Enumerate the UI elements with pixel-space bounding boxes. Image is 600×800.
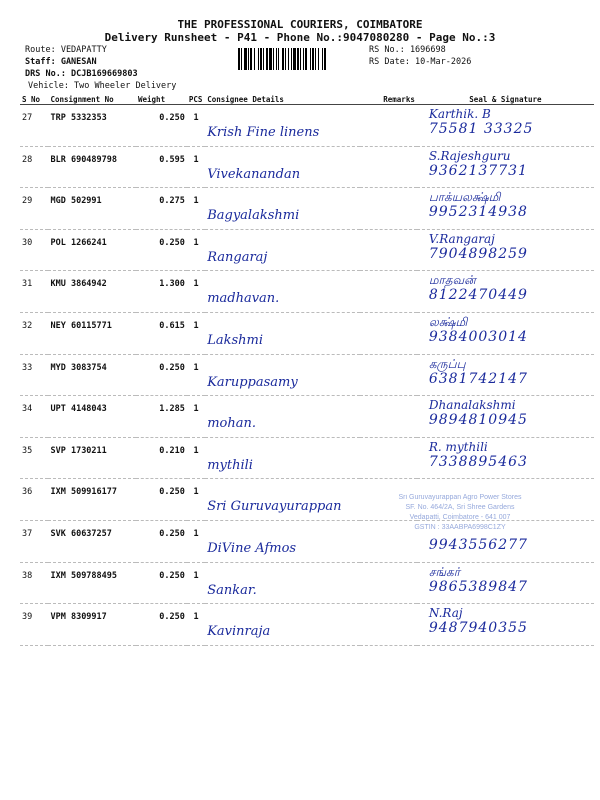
consignment-number: IXM 509788495: [48, 562, 136, 604]
consignment-number: SVP 1730211: [48, 437, 136, 479]
consignee-details: [205, 271, 360, 313]
stamp-line: SF. No. 464/2A, Sri Shree Gardens: [405, 504, 515, 511]
pieces: 1: [187, 437, 205, 479]
pieces: 1: [187, 188, 205, 230]
vehicle-label: Vehicle: Two Wheeler Delivery: [28, 81, 177, 91]
consignee-details: [205, 437, 360, 479]
consignee-name: Sankar.: [207, 582, 257, 598]
serial-number: 31: [20, 271, 48, 313]
pieces: 1: [187, 354, 205, 396]
consignee-details: [205, 604, 360, 646]
consignee-name: mohan.: [207, 416, 256, 432]
consignee-name: Kavinraja: [207, 624, 271, 640]
consignment-number: UPT 4148043: [48, 396, 136, 438]
table-row: [20, 271, 594, 313]
consignee-details: [205, 562, 360, 604]
remarks: [360, 229, 417, 271]
weight: 0.250: [136, 520, 187, 562]
remarks: [360, 354, 417, 396]
company-title: THE PROFESSIONAL COURIERS, COIMBATORE: [177, 18, 423, 31]
consignee-name: Bagyalakshmi: [207, 208, 300, 224]
col-remarks: Remarks: [360, 94, 417, 105]
seal-signature: [417, 354, 594, 396]
signature: கருப்பு: [428, 356, 466, 371]
weight: 1.300: [136, 271, 187, 313]
consignment-number: IXM 509916177: [48, 479, 136, 521]
consignee-details: [205, 479, 360, 521]
seal-signature: [417, 604, 594, 646]
table-row: [20, 188, 594, 230]
table-row: [20, 146, 594, 188]
table-row: [20, 354, 594, 396]
serial-number: 37: [20, 520, 48, 562]
consignee-name: Rangaraj: [207, 249, 268, 265]
consignee-name: mythili: [207, 457, 253, 473]
consignee-name: DiVine Afmos: [207, 540, 297, 556]
pieces: 1: [187, 520, 205, 562]
seal-signature: [417, 312, 594, 354]
pieces: 1: [187, 229, 205, 271]
route-label: Route: VEDAPATTY: [25, 45, 107, 55]
seal-signature: [417, 188, 594, 230]
consignee-details: [205, 229, 360, 271]
pieces: 1: [187, 105, 205, 147]
table-row: [20, 105, 594, 147]
signature: பாக்யலக்ஷ்மி: [428, 190, 501, 205]
consignee-details: [205, 188, 360, 230]
pieces: 1: [187, 271, 205, 313]
stamp-line: Vedapatti, Coimbatore - 641 007: [409, 514, 511, 521]
consignment-number: MYD 3083754: [48, 354, 136, 396]
remarks: [360, 437, 417, 479]
col-pcs: PCS: [187, 94, 205, 105]
consignee-details: [205, 520, 360, 562]
weight: 0.275: [136, 188, 187, 230]
remarks: [360, 604, 417, 646]
seal-signature: [417, 271, 594, 313]
weight: 0.595: [136, 146, 187, 188]
serial-number: 38: [20, 562, 48, 604]
signature: N.Raj: [428, 606, 463, 621]
weight: 0.250: [136, 105, 187, 147]
weight: 0.250: [136, 604, 187, 646]
remarks: [360, 105, 417, 147]
drs-label: DRS No.: DCJB169669803: [25, 69, 138, 79]
stamp-line: GSTIN : 33AABPA6998C1ZY: [414, 524, 506, 531]
consignee-name: madhavan.: [207, 291, 280, 307]
col-weight: Weight: [136, 94, 187, 105]
consignment-number: MGD 502991: [48, 188, 136, 230]
receiver-phone: 75581 33325: [428, 121, 534, 137]
seal-signature: [417, 396, 594, 438]
col-consignment: Consignment No: [48, 94, 136, 105]
serial-number: 39: [20, 604, 48, 646]
runsheet-subtitle: Delivery Runsheet - P41 - Phone No.:9047080280 - Page No.:3: [104, 31, 496, 44]
receiver-phone: 9894810945: [428, 412, 528, 429]
receiver-phone: 9865389847: [428, 578, 528, 595]
pieces: 1: [187, 479, 205, 521]
consignee-details: [205, 146, 360, 188]
signature: S.Rajeshguru: [428, 148, 511, 163]
consignee-details: [205, 354, 360, 396]
consignee-name: Karuppasamy: [207, 374, 298, 390]
serial-number: 33: [20, 354, 48, 396]
serial-number: 35: [20, 437, 48, 479]
receiver-phone: 7904898259: [428, 245, 528, 262]
serial-number: 30: [20, 229, 48, 271]
signature: சங்கர்: [428, 564, 460, 579]
signature: R. mythili: [428, 439, 488, 454]
receiver-phone: 8122470449: [428, 287, 528, 304]
table-row: [20, 312, 594, 354]
remarks: [360, 312, 417, 354]
staff-label: Staff: GANESAN: [25, 57, 97, 67]
signature: Karthik. B: [428, 107, 491, 121]
pieces: 1: [187, 396, 205, 438]
weight: 1.285: [136, 396, 187, 438]
table-row: [20, 437, 594, 479]
weight: 0.250: [136, 562, 187, 604]
receiver-phone: 9384003014: [428, 328, 528, 345]
receiver-phone: 9362137731: [428, 162, 528, 179]
receiver-phone: 9952314938: [428, 204, 528, 221]
col-sno: S No: [20, 94, 48, 105]
table-header-row: [20, 94, 594, 105]
remarks: [360, 271, 417, 313]
consignment-number: VPM 8309917: [48, 604, 136, 646]
consignee-details: [205, 105, 360, 147]
consignee-details: [205, 312, 360, 354]
serial-number: 36: [20, 479, 48, 521]
company-stamp: [360, 493, 560, 573]
remarks: [360, 396, 417, 438]
signature: மாதவன்: [428, 273, 476, 288]
seal-signature: [417, 146, 594, 188]
consignment-number: POL 1266241: [48, 229, 136, 271]
consignment-number: NEY 60115771: [48, 312, 136, 354]
rs-number: RS No.: 1696698: [369, 45, 446, 55]
table-row: [20, 229, 594, 271]
stamp-line: Sri Guruvayurappan Agro Power Stores: [398, 494, 522, 501]
receiver-phone: 9487940355: [428, 620, 528, 637]
pieces: 1: [187, 562, 205, 604]
consignment-number: TRP 5332353: [48, 105, 136, 147]
weight: 0.250: [136, 479, 187, 521]
pieces: 1: [187, 604, 205, 646]
remarks: [360, 188, 417, 230]
consignee-name: Lakshmi: [207, 332, 263, 348]
rs-date: RS Date: 10-Mar-2026: [369, 57, 472, 67]
consignment-number: BLR 690489798: [48, 146, 136, 188]
weight: 0.210: [136, 437, 187, 479]
consignee-name: Sri Guruvayurappan: [207, 499, 342, 515]
receiver-phone: 7338895463: [428, 453, 528, 470]
signature: லக்ஷ்மி: [428, 314, 468, 329]
receiver-phone: 9943556277: [428, 536, 528, 553]
serial-number: 28: [20, 146, 48, 188]
consignee-name: Krish Fine linens: [207, 125, 320, 140]
serial-number: 27: [20, 105, 48, 147]
table-row: [20, 604, 594, 646]
seal-signature: [417, 437, 594, 479]
serial-number: 29: [20, 188, 48, 230]
col-consignee: Consignee Details: [205, 94, 360, 105]
receiver-phone: 6381742147: [428, 370, 528, 387]
pieces: 1: [187, 146, 205, 188]
consignee-details: [205, 396, 360, 438]
pieces: 1: [187, 312, 205, 354]
barcode: [238, 48, 365, 70]
seal-signature: [417, 229, 594, 271]
consignment-number: SVK 60637257: [48, 520, 136, 562]
col-signature: Seal & Signature: [417, 94, 594, 105]
weight: 0.250: [136, 354, 187, 396]
table-row: [20, 396, 594, 438]
consignment-number: KMU 3864942: [48, 271, 136, 313]
serial-number: 32: [20, 312, 48, 354]
consignee-name: Vivekanandan: [207, 166, 301, 182]
signature: V.Rangaraj: [428, 231, 495, 246]
remarks: [360, 146, 417, 188]
weight: 0.615: [136, 312, 187, 354]
seal-signature: [417, 105, 594, 147]
serial-number: 34: [20, 396, 48, 438]
weight: 0.250: [136, 229, 187, 271]
signature: Dhanalakshmi: [428, 398, 516, 413]
